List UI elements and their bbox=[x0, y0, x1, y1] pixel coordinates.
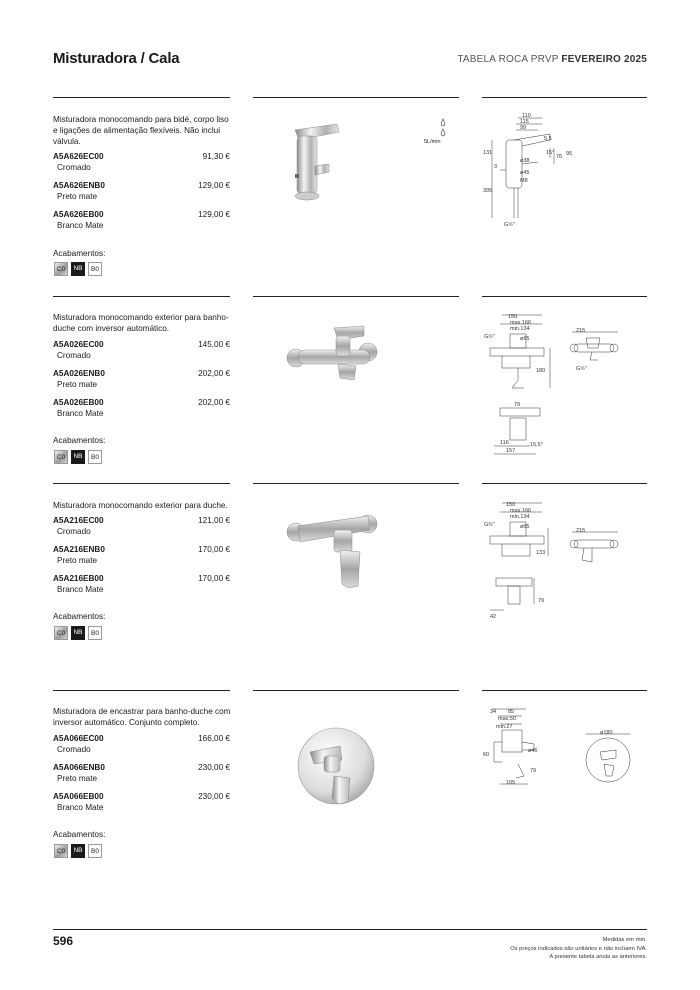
dimension-label: 105 bbox=[506, 780, 516, 786]
dimension-label: 15,5° bbox=[530, 442, 543, 448]
dimension-label: G½" bbox=[484, 334, 495, 340]
product-code: A5A216EB00 bbox=[53, 574, 104, 583]
product-description: Misturadora monocomando exterior para banho-duche com inversor automático. bbox=[53, 313, 229, 333]
dimension-label: G½" bbox=[484, 522, 495, 528]
dimension-label: 95 bbox=[566, 151, 573, 157]
dimension-label: 60 bbox=[483, 752, 490, 758]
dimension-label: 42 bbox=[490, 614, 497, 620]
product-code: A5A066EB00 bbox=[53, 792, 104, 801]
finish-swatch-white: B0 bbox=[88, 626, 102, 640]
finish-name: Branco Mate bbox=[57, 803, 104, 812]
dimension-label: G½" bbox=[504, 222, 515, 228]
finish-swatch-black: NB bbox=[71, 450, 85, 464]
product-code: A5A026EC00 bbox=[53, 340, 104, 349]
dimension-label: min.134 bbox=[510, 326, 530, 332]
finishes-label: Acabamentos: bbox=[53, 830, 106, 839]
section-divider bbox=[253, 483, 459, 484]
price: 121,00 € bbox=[198, 516, 230, 525]
section-divider bbox=[482, 483, 647, 484]
technical-drawing bbox=[480, 704, 650, 790]
technical-drawing bbox=[480, 310, 650, 458]
dimension-label: 99 bbox=[520, 125, 527, 131]
price: 170,00 € bbox=[198, 545, 230, 554]
product-code: A5A626EC00 bbox=[53, 152, 104, 161]
price: 230,00 € bbox=[198, 792, 230, 801]
product-code: A5A216ENB0 bbox=[53, 545, 105, 554]
section-divider bbox=[482, 97, 647, 98]
price: 202,00 € bbox=[198, 398, 230, 407]
finish-swatch-black: NB bbox=[71, 626, 85, 640]
dimension-label: 215 bbox=[576, 328, 586, 334]
product-code: A5A026ENB0 bbox=[53, 369, 105, 378]
technical-drawing bbox=[480, 112, 650, 232]
page-title: Misturadora / Cala bbox=[53, 50, 180, 67]
dimension-label: ø65 bbox=[520, 336, 530, 342]
dimension-label: max.166 bbox=[510, 320, 532, 326]
dimension-label: 79 bbox=[514, 402, 521, 408]
price: 129,00 € bbox=[198, 210, 230, 219]
product-code: A5A066ENB0 bbox=[53, 763, 105, 772]
finish-name: Preto mate bbox=[57, 556, 98, 565]
finish-swatch-chrome: C0 bbox=[54, 262, 68, 276]
dimension-label: 180 bbox=[536, 368, 546, 374]
price: 91,30 € bbox=[202, 152, 230, 161]
price: 230,00 € bbox=[198, 763, 230, 772]
product-code: A5A066EC00 bbox=[53, 734, 104, 743]
shower-mixer-image bbox=[284, 512, 384, 592]
finish-name: Cromado bbox=[57, 745, 91, 754]
built-in-mixer-image bbox=[296, 716, 376, 816]
product-code: A5A626EB00 bbox=[53, 210, 104, 219]
product-code: A5A626ENB0 bbox=[53, 181, 105, 190]
finishes-label: Acabamentos: bbox=[53, 249, 106, 258]
price: 129,00 € bbox=[198, 181, 230, 190]
finish-name: Preto mate bbox=[57, 774, 98, 783]
dimension-label: 116 bbox=[500, 440, 509, 446]
finish-swatch-white: B0 bbox=[88, 262, 102, 276]
finish-swatch-chrome: C0 bbox=[54, 844, 68, 858]
finish-name: Preto mate bbox=[57, 192, 98, 201]
section-divider bbox=[253, 97, 459, 98]
finish-swatch-black: NB bbox=[71, 262, 85, 276]
finishes-label: Acabamentos: bbox=[53, 436, 106, 445]
product-description: Misturadora monocomando exterior para duche. bbox=[53, 501, 228, 510]
finish-name: Cromado bbox=[57, 163, 91, 172]
dimension-label: 150 bbox=[506, 502, 516, 508]
catalog-name: TABELA ROCA PRVP bbox=[457, 54, 559, 65]
finish-name: Branco Mate bbox=[57, 409, 104, 418]
dimension-label: 395 bbox=[483, 188, 493, 194]
product-description: Misturadora de encastrar para banho-duche com inversor automático. Conjunto completo. bbox=[53, 707, 231, 727]
finish-name: Cromado bbox=[57, 351, 91, 360]
dimension-label: 157 bbox=[506, 448, 516, 454]
product-code: A5A216EC00 bbox=[53, 516, 104, 525]
finish-name: Preto mate bbox=[57, 380, 98, 389]
footer-notes bbox=[510, 936, 647, 962]
bath-shower-mixer-image bbox=[284, 322, 384, 392]
catalog-date: FEVEREIRO 2025 bbox=[561, 54, 647, 65]
dimension-label: 34 bbox=[490, 709, 497, 715]
page-number: 596 bbox=[53, 934, 74, 948]
dimension-label: 79 bbox=[530, 768, 537, 774]
dimension-label: 150 bbox=[508, 314, 518, 320]
dimension-label: ø45 bbox=[520, 170, 530, 176]
section-divider bbox=[53, 296, 230, 297]
finish-swatch-white: B0 bbox=[88, 844, 102, 858]
footer-note: A presente tabela anula as anteriores. bbox=[549, 954, 647, 960]
dimension-label: M8 bbox=[520, 178, 528, 184]
dimension-label: 131 bbox=[483, 150, 493, 156]
dimension-label: ø46 bbox=[528, 748, 538, 754]
bidet-mixer-image bbox=[285, 118, 355, 208]
price: 202,00 € bbox=[198, 369, 230, 378]
finish-swatch-black: NB bbox=[71, 844, 85, 858]
finish-swatch-chrome: C0 bbox=[54, 626, 68, 640]
dimension-label: min.134 bbox=[510, 514, 530, 520]
dimension-label: min.27 bbox=[496, 724, 513, 730]
dimension-label: 15° bbox=[546, 150, 555, 156]
section-divider bbox=[53, 483, 230, 484]
dimension-label: ø38 bbox=[520, 158, 530, 164]
finish-name: Cromado bbox=[57, 527, 91, 536]
technical-drawing bbox=[480, 498, 650, 620]
dimension-label: 76 bbox=[556, 154, 563, 160]
catalog-header bbox=[457, 54, 647, 65]
section-divider bbox=[53, 97, 230, 98]
dimension-label: 110 bbox=[522, 113, 531, 119]
dimension-label: 215 bbox=[576, 528, 586, 534]
price: 170,00 € bbox=[198, 574, 230, 583]
section-divider bbox=[253, 690, 459, 691]
dimension-label: max.50 bbox=[498, 716, 517, 722]
finish-name: Branco Mate bbox=[57, 585, 104, 594]
price: 166,00 € bbox=[198, 734, 230, 743]
section-divider bbox=[53, 690, 230, 691]
dimension-label: 85 bbox=[508, 709, 515, 715]
dimension-label: max.166 bbox=[510, 508, 532, 514]
dimension-label: G½" bbox=[576, 366, 587, 372]
dimension-label: 115 bbox=[520, 119, 529, 125]
finishes-label: Acabamentos: bbox=[53, 612, 106, 621]
section-divider bbox=[482, 296, 647, 297]
finish-swatch-chrome: C0 bbox=[54, 450, 68, 464]
footer-divider bbox=[53, 929, 647, 930]
dimension-label: ø180 bbox=[600, 730, 613, 736]
dimension-label: 5,5 bbox=[544, 136, 552, 142]
product-description: Misturadora monocomando para bidé, corpo liso e ligações de alimentação flexíveis. Não inclui válvula. bbox=[53, 115, 229, 146]
product-code: A5A026EB00 bbox=[53, 398, 104, 407]
price: 145,00 € bbox=[198, 340, 230, 349]
dimension-label: 3 bbox=[494, 164, 498, 170]
footer-note: Os preços indicados são unitários e não incluem IVA. bbox=[510, 945, 647, 952]
footer-note: Medidas em mm. bbox=[602, 937, 647, 943]
section-divider bbox=[482, 690, 647, 691]
dimension-label: 133 bbox=[536, 550, 546, 556]
finish-name: Branco Mate bbox=[57, 221, 104, 230]
flow-rate-label: 5L/min bbox=[424, 139, 441, 145]
section-divider bbox=[253, 296, 459, 297]
dimension-label: ø65 bbox=[520, 524, 530, 530]
finish-swatch-white: B0 bbox=[88, 450, 102, 464]
dimension-label: 79 bbox=[538, 598, 545, 604]
